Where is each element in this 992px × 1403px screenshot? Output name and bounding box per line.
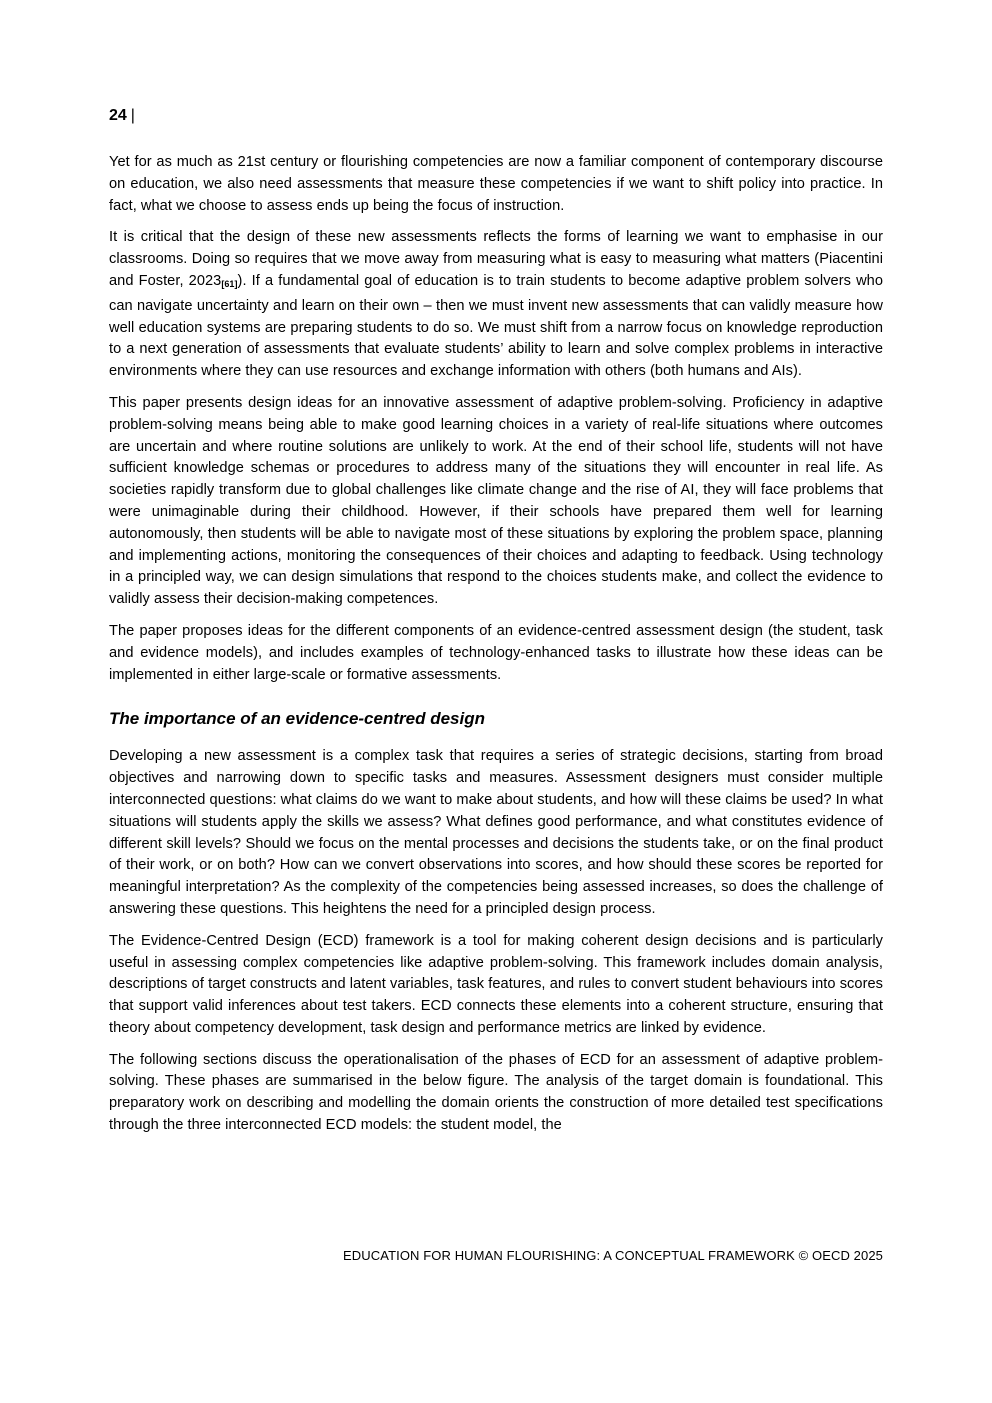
paragraph-ecd-phases: The following sections discuss the operationalisation of the phases of ECD for an assessment of adaptive problem-solving. These phases are summarised in the below figure. The analysis of the target domain is foundational. This preparatory work on describing and modelling the domain orients the construction of more detailed test specifications through the three interconnected ECD models: the student model, the bbox=[109, 1051, 883, 1134]
paragraph-assessment-complexity: Developing a new assessment is a complex task that requires a series of strategic decisions, starting from broad objectives and narrowing down to specific tasks and measures. Assessment designers must consider multiple interconnected questions: what claims do we want to make about students, and how will these claims be used? In what situations will students apply the skills we assess? What defines good performance, and what constitutes evidence of different skill levels? Should we focus on the mental processes and decisions the students take, or on the final product of their work, or on both? How can we convert observations into scores, and how should these scores be reported for meaningful interpretation? As the complexity of the competencies being assessed increases, so does the challenge of answering these questions. This heightens the need for a principled design process. bbox=[109, 748, 883, 917]
paragraph-paper-overview: This paper presents design ideas for an innovative assessment of adaptive problem-solving. Proficiency in adaptive problem-solving means being able to make good learning choices in a variety of real-life situations where outcomes are uncertain and where routine solutions are unlikely to work. At the end of their school life, students will not have sufficient knowledge schemas or procedures to address many of the situations they will encounter in real life. As societies rapidly transform due to global challenges like climate change and the rise of AI, they will face problems that were unimaginable during their childhood. However, if their schools have prepared them well for learning autonomously, then students will be able to navigate most of these situations by exploring the problem space, planning and implementing actions, monitoring the consequences of their choices and adapting to feedback. Using technology in a principled way, we can design simulations that respond to the choices students make, and collect the evidence to validly assess their decision-making competences. bbox=[109, 394, 883, 608]
paragraph-assessment-design bbox=[109, 227, 883, 383]
paragraph-text-after-reference: ). If a fundamental goal of education is to train students to become adaptive problem solvers who can navigate uncertainty and learn on their own – then we must invent new assessments that can validly measure how well education systems are preparing students to do so. We must shift from a narrow focus on knowledge reproduction to a next generation of assessments that evaluate students’ ability to learn and solve complex problems in interactive environments where they can use resources and exchange information with others (both humans and AIs). bbox=[109, 272, 883, 380]
paragraph-text-before-reference: It is critical that the design of these new assessments reflects the forms of learning we want to emphasise in our classrooms. Doing so requires that we move away from measuring what is easy to measuring what matters (Piacentini and Foster, 2023 bbox=[109, 229, 883, 289]
citation-reference[interactable]: [61] bbox=[221, 278, 238, 289]
page-number-value: 24 bbox=[109, 107, 127, 124]
page-footer: EDUCATION FOR HUMAN FLOURISHING: A CONCEPTUAL FRAMEWORK © OECD 2025 bbox=[343, 1248, 883, 1263]
paragraph-paper-proposal: The paper proposes ideas for the different components of an evidence-centred assessment design (the student, task and evidence models), and includes examples of technology-enhanced tasks to illustrate how these ideas can be implemented in either large-scale or formative assessments. bbox=[109, 622, 883, 683]
page-number-separator: | bbox=[130, 107, 135, 124]
page-number bbox=[109, 106, 135, 126]
paragraph-intro: Yet for as much as 21st century or flourishing competencies are now a familiar component of contemporary discourse on education, we also need assessments that measure these competencies if we want to shift policy into practice. In fact, what we choose to assess ends up being the focus of instruction. bbox=[109, 154, 883, 214]
main-content bbox=[109, 152, 883, 1147]
section-heading: The importance of an evidence-centred design bbox=[109, 709, 485, 729]
paragraph-ecd-framework: The Evidence-Centred Design (ECD) framework is a tool for making coherent design decisions and is particularly useful in assessing complex competencies like adaptive problem-solving. This framework includes domain analysis, descriptions of target constructs and latent variables, task features, and rules to convert student behaviours into scores that support valid inferences about test takers. ECD connects these elements into a coherent structure, ensuring that theory about competency development, task design and performance metrics are linked by evidence. bbox=[109, 932, 883, 1036]
